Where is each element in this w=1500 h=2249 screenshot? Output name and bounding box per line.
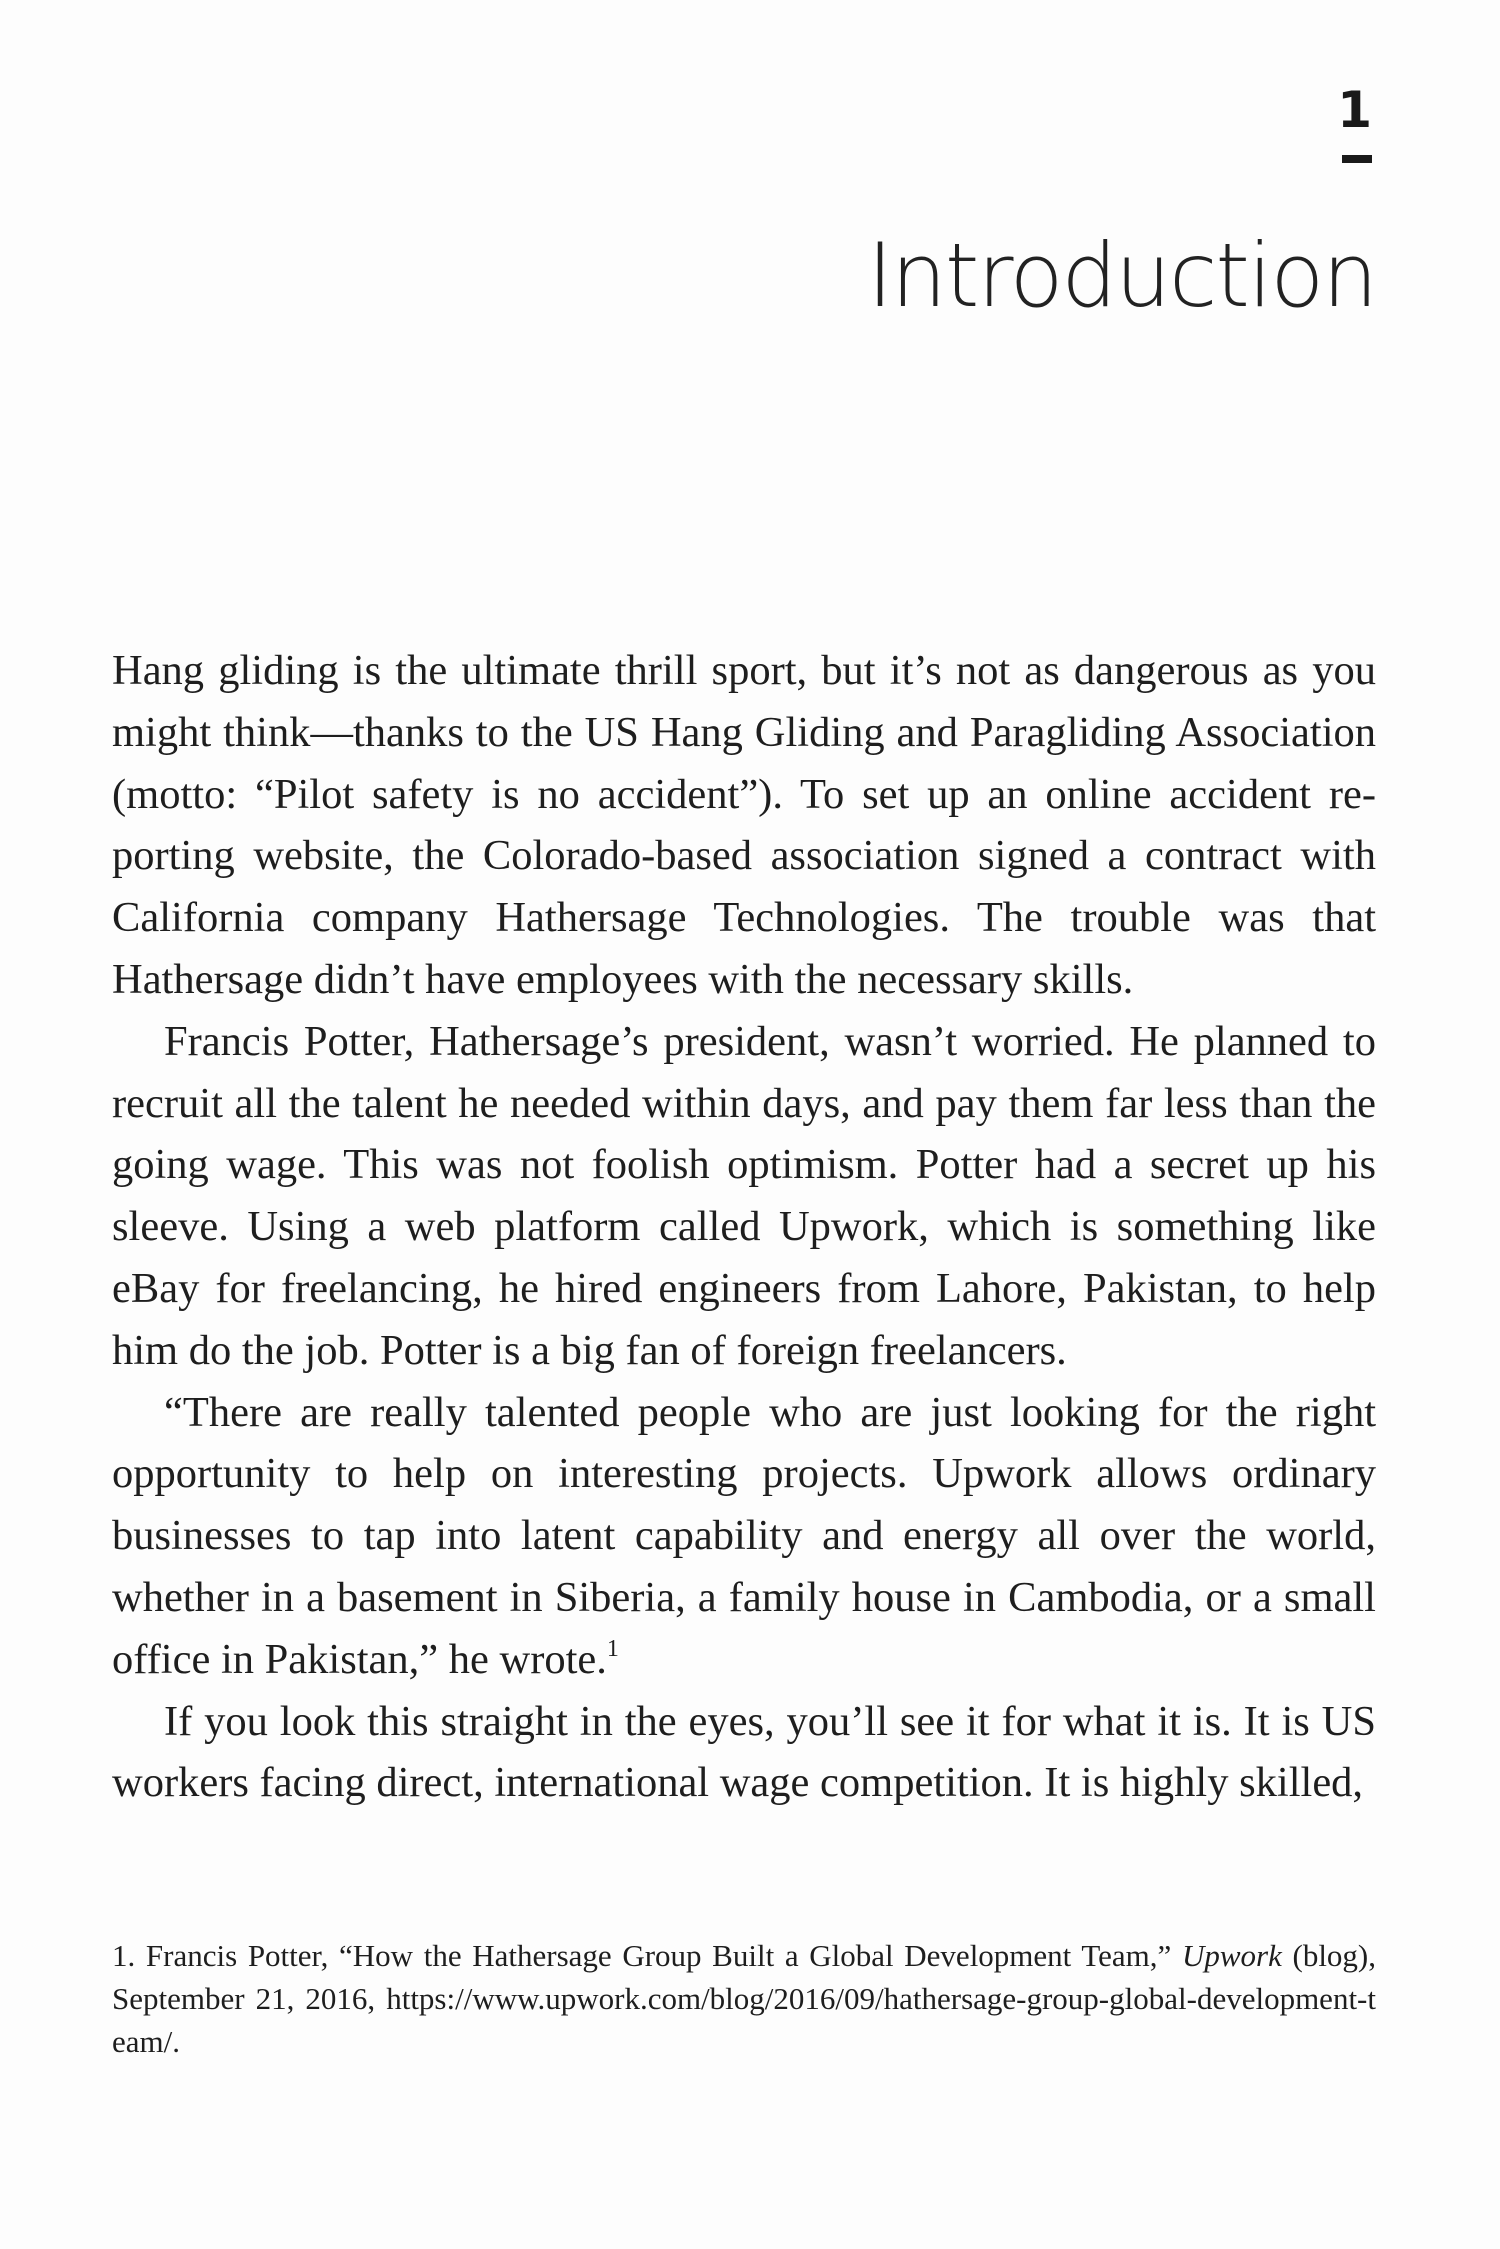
footnote-url: https://www.upwork.com/blog/2016/09/hathersage-group-global-development-team/. bbox=[112, 1981, 1376, 2059]
footnote bbox=[112, 1934, 1376, 2063]
footnote-text bbox=[112, 1934, 1376, 2063]
footnote-reference: 1 bbox=[606, 1635, 619, 1662]
paragraph bbox=[112, 1382, 1376, 1691]
footnote-number: 1. bbox=[112, 1938, 136, 1973]
paragraph: Hang gliding is the ultimate thrill sport, but it’s not as dangerous as you might think—thanks to the US Hang Gliding and Paragliding Association (motto: “Pilot safety is no accident”). To set up an online accident reporting website, the Colorado-based association signed a contract with California company Hathersage Technologies. The trouble was that Hathersage didn’t have employees with the necessary skills. bbox=[112, 647, 1376, 1003]
paragraph-text: “There are really talented people who are just looking for the right opportunity to help on interesting projects. Upwork allows ordinary businesses to tap into latent capability and energy all over the world, whether in a basement in Siberia, a family house in Cambodia, or a small office in Pakistan,” he wrote. bbox=[112, 1388, 1376, 1683]
chapter-number-rule bbox=[1342, 155, 1372, 163]
footnote-citation-date: (blog), September 21, 2016, bbox=[112, 1938, 1377, 2016]
chapter-title: Introduction bbox=[867, 224, 1376, 327]
paragraph: If you look this straight in the eyes, you’ll see it for what it is. It is US workers facing direct, international wage competition. It is highly skilled, bbox=[112, 1697, 1376, 1807]
footnote-source: Upwork bbox=[1181, 1938, 1282, 1973]
footnote-citation: Francis Potter, “How the Hathersage Group Built a Global Development Team,” bbox=[145, 1938, 1172, 1973]
body-text bbox=[112, 640, 1376, 1814]
chapter-number: 1 bbox=[1337, 81, 1372, 139]
paragraph: Francis Potter, Hathersage’s president, wasn’t worried. He planned to recruit all the talent he needed within days, and pay them far less than the going wage. This was not foolish optimism. Potter had a secret up his sleeve. Using a web platform called Upwork, which is something like eBay for freelancing, he hired engineers from Lahore, Pakistan, to help him do the job. Potter is a big fan of foreign freelancers. bbox=[112, 1017, 1376, 1374]
